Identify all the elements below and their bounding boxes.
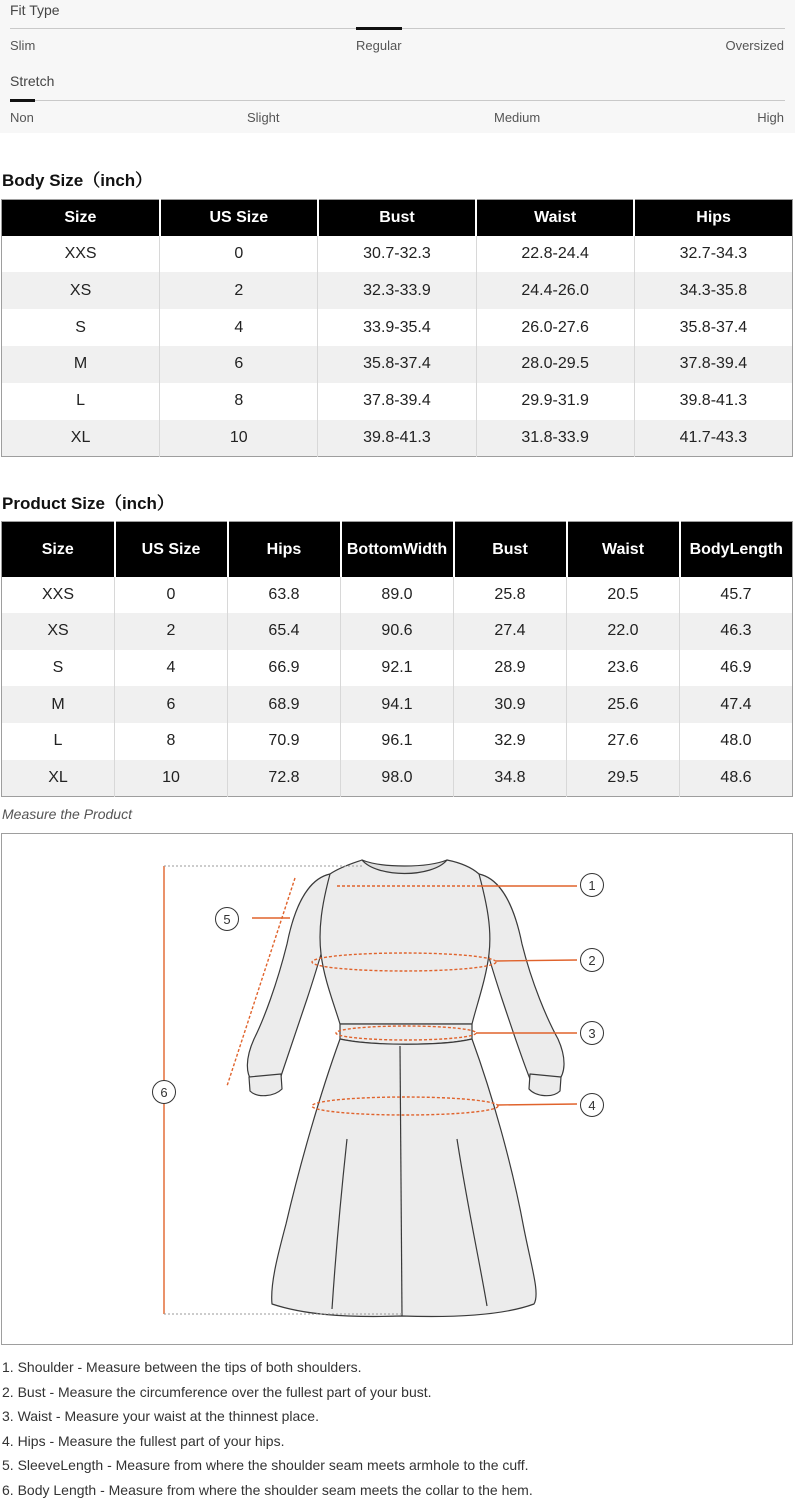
table-cell: 32.9 bbox=[454, 723, 567, 760]
table-cell: 8 bbox=[115, 723, 228, 760]
table-cell: 6 bbox=[115, 686, 228, 723]
instruction-bust: 2. Bust - Measure the circumference over the fullest part of your bust. bbox=[2, 1383, 432, 1400]
table-cell: L bbox=[2, 723, 115, 760]
stretch-track bbox=[10, 100, 785, 101]
table-row bbox=[2, 613, 793, 650]
marker-1-label: 1 bbox=[588, 878, 596, 893]
table-cell: M bbox=[2, 686, 115, 723]
stretch-option-high: High bbox=[757, 110, 784, 125]
hips-leader-line bbox=[498, 1104, 577, 1105]
table-row bbox=[2, 723, 793, 760]
dress-illustration bbox=[247, 860, 564, 1317]
table-cell: 63.8 bbox=[228, 577, 341, 614]
stretch-option-non: Non bbox=[10, 110, 34, 125]
table-cell: 0 bbox=[160, 236, 318, 273]
marker-6-label: 6 bbox=[160, 1085, 168, 1100]
table-cell: 22.8-24.4 bbox=[476, 236, 634, 273]
column-header: Size bbox=[2, 522, 115, 577]
column-header: BottomWidth bbox=[341, 522, 454, 577]
skirt-shape bbox=[272, 1039, 536, 1317]
column-header: US Size bbox=[115, 522, 228, 577]
table-cell: 0 bbox=[115, 577, 228, 614]
table-cell: 22.0 bbox=[567, 613, 680, 650]
table-row bbox=[2, 577, 793, 614]
instruction-waist: 3. Waist - Measure your waist at the thinnest place. bbox=[2, 1408, 319, 1425]
table-cell: 30.7-32.3 bbox=[318, 236, 476, 273]
table-row bbox=[2, 236, 793, 273]
table-cell: 27.4 bbox=[454, 613, 567, 650]
dress-diagram-svg bbox=[2, 834, 792, 1344]
table-cell: 30.9 bbox=[454, 686, 567, 723]
bust-leader-line bbox=[496, 960, 577, 961]
right-cuff-shape bbox=[529, 1074, 561, 1096]
stretch-option-medium: Medium bbox=[494, 110, 541, 125]
table-row bbox=[2, 760, 793, 797]
table-cell: 27.6 bbox=[567, 723, 680, 760]
measurement-instructions bbox=[2, 1357, 792, 1500]
table-cell: 28.0-29.5 bbox=[476, 346, 634, 383]
table-cell: 6 bbox=[160, 346, 318, 383]
waistband-shape bbox=[340, 1024, 472, 1044]
measurement-diagram bbox=[1, 833, 793, 1345]
left-cuff-shape bbox=[249, 1074, 282, 1096]
body-size-title: Body Size（inch） bbox=[2, 171, 153, 190]
column-header: Size bbox=[2, 200, 160, 236]
table-cell: 39.8-41.3 bbox=[318, 420, 476, 457]
table-cell: 45.7 bbox=[680, 577, 793, 614]
table-cell: 32.3-33.9 bbox=[318, 272, 476, 309]
table-cell: 98.0 bbox=[341, 760, 454, 797]
table-cell: 25.6 bbox=[567, 686, 680, 723]
table-cell: 10 bbox=[160, 420, 318, 457]
table-cell: XS bbox=[2, 613, 115, 650]
product-size-title: Product Size（inch） bbox=[2, 494, 174, 513]
table-cell: M bbox=[2, 346, 160, 383]
table-cell: 32.7-34.3 bbox=[634, 236, 792, 273]
table-cell: XXS bbox=[2, 236, 160, 273]
table-cell: 2 bbox=[115, 613, 228, 650]
column-header: Bust bbox=[318, 200, 476, 236]
instruction-sleeve-length: 5. SleeveLength - Measure from where the shoulder seam meets armhole to the cuff. bbox=[2, 1457, 529, 1474]
table-cell: 2 bbox=[160, 272, 318, 309]
marker-2-label: 2 bbox=[588, 953, 596, 968]
stretch-marker bbox=[10, 99, 35, 102]
table-cell: XS bbox=[2, 272, 160, 309]
table-cell: 46.9 bbox=[680, 650, 793, 687]
table-cell: 24.4-26.0 bbox=[476, 272, 634, 309]
table-cell: 94.1 bbox=[341, 686, 454, 723]
column-header: US Size bbox=[160, 200, 318, 236]
column-header: Waist bbox=[476, 200, 634, 236]
table-cell: 29.5 bbox=[567, 760, 680, 797]
table-cell: 47.4 bbox=[680, 686, 793, 723]
table-header-row bbox=[2, 200, 793, 236]
table-cell: 68.9 bbox=[228, 686, 341, 723]
instruction-shoulder: 1. Shoulder - Measure between the tips of both shoulders. bbox=[2, 1359, 362, 1375]
table-cell: 31.8-33.9 bbox=[476, 420, 634, 457]
table-cell: 92.1 bbox=[341, 650, 454, 687]
table-cell: 20.5 bbox=[567, 577, 680, 614]
fit-option-regular: Regular bbox=[356, 38, 402, 53]
table-cell: 29.9-31.9 bbox=[476, 383, 634, 420]
table-cell: 4 bbox=[115, 650, 228, 687]
table-cell: S bbox=[2, 309, 160, 346]
fit-option-slim: Slim bbox=[10, 38, 36, 53]
table-cell: 46.3 bbox=[680, 613, 793, 650]
table-cell: 34.3-35.8 bbox=[634, 272, 792, 309]
table-cell: 35.8-37.4 bbox=[318, 346, 476, 383]
table-cell: 25.8 bbox=[454, 577, 567, 614]
table-row bbox=[2, 650, 793, 687]
instruction-hips: 4. Hips - Measure the fullest part of your hips. bbox=[2, 1432, 285, 1449]
table-cell: 37.8-39.4 bbox=[634, 346, 792, 383]
table-cell: 37.8-39.4 bbox=[318, 383, 476, 420]
table-cell: 72.8 bbox=[228, 760, 341, 797]
table-row bbox=[2, 383, 793, 420]
table-cell: 90.6 bbox=[341, 613, 454, 650]
fit-type-title: Fit Type bbox=[10, 2, 60, 18]
table-cell: 48.6 bbox=[680, 760, 793, 797]
table-row bbox=[2, 686, 793, 723]
table-cell: L bbox=[2, 383, 160, 420]
table-cell: 10 bbox=[115, 760, 228, 797]
table-cell: 89.0 bbox=[341, 577, 454, 614]
fit-option-oversized: Oversized bbox=[725, 38, 784, 53]
table-cell: 35.8-37.4 bbox=[634, 309, 792, 346]
bodice-shape bbox=[320, 860, 490, 1024]
table-cell: 26.0-27.6 bbox=[476, 309, 634, 346]
table-cell: 66.9 bbox=[228, 650, 341, 687]
column-header: Hips bbox=[634, 200, 792, 236]
column-header: Bust bbox=[454, 522, 567, 577]
stretch-option-slight: Slight bbox=[247, 110, 280, 125]
table-cell: XL bbox=[2, 760, 115, 797]
table-header-row bbox=[2, 522, 793, 577]
measure-caption: Measure the Product bbox=[2, 806, 132, 822]
marker-5-label: 5 bbox=[223, 912, 231, 927]
marker-3-label: 3 bbox=[588, 1026, 596, 1041]
table-cell: 48.0 bbox=[680, 723, 793, 760]
table-cell: 34.8 bbox=[454, 760, 567, 797]
table-cell: S bbox=[2, 650, 115, 687]
table-cell: 70.9 bbox=[228, 723, 341, 760]
table-cell: 39.8-41.3 bbox=[634, 383, 792, 420]
fit-stretch-panel bbox=[0, 0, 795, 133]
table-cell: XXS bbox=[2, 577, 115, 614]
stretch-title: Stretch bbox=[10, 73, 55, 89]
right-sleeve-shape bbox=[479, 874, 564, 1081]
fit-type-marker bbox=[356, 27, 402, 30]
table-row bbox=[2, 420, 793, 457]
left-sleeve-shape bbox=[247, 874, 330, 1081]
table-cell: 4 bbox=[160, 309, 318, 346]
table-cell: 28.9 bbox=[454, 650, 567, 687]
table-row bbox=[2, 309, 793, 346]
table-cell: 33.9-35.4 bbox=[318, 309, 476, 346]
table-row bbox=[2, 346, 793, 383]
product-size-table bbox=[1, 521, 793, 797]
body-size-table bbox=[1, 199, 793, 457]
table-cell: XL bbox=[2, 420, 160, 457]
marker-4-label: 4 bbox=[588, 1098, 596, 1113]
table-cell: 8 bbox=[160, 383, 318, 420]
table-row bbox=[2, 272, 793, 309]
table-cell: 96.1 bbox=[341, 723, 454, 760]
column-header: Waist bbox=[567, 522, 680, 577]
table-cell: 23.6 bbox=[567, 650, 680, 687]
column-header: BodyLength bbox=[680, 522, 793, 577]
instruction-body-length: 6. Body Length - Measure from where the shoulder seam meets the collar to the hem. bbox=[2, 1481, 533, 1498]
table-cell: 65.4 bbox=[228, 613, 341, 650]
column-header: Hips bbox=[228, 522, 341, 577]
table-cell: 41.7-43.3 bbox=[634, 420, 792, 457]
